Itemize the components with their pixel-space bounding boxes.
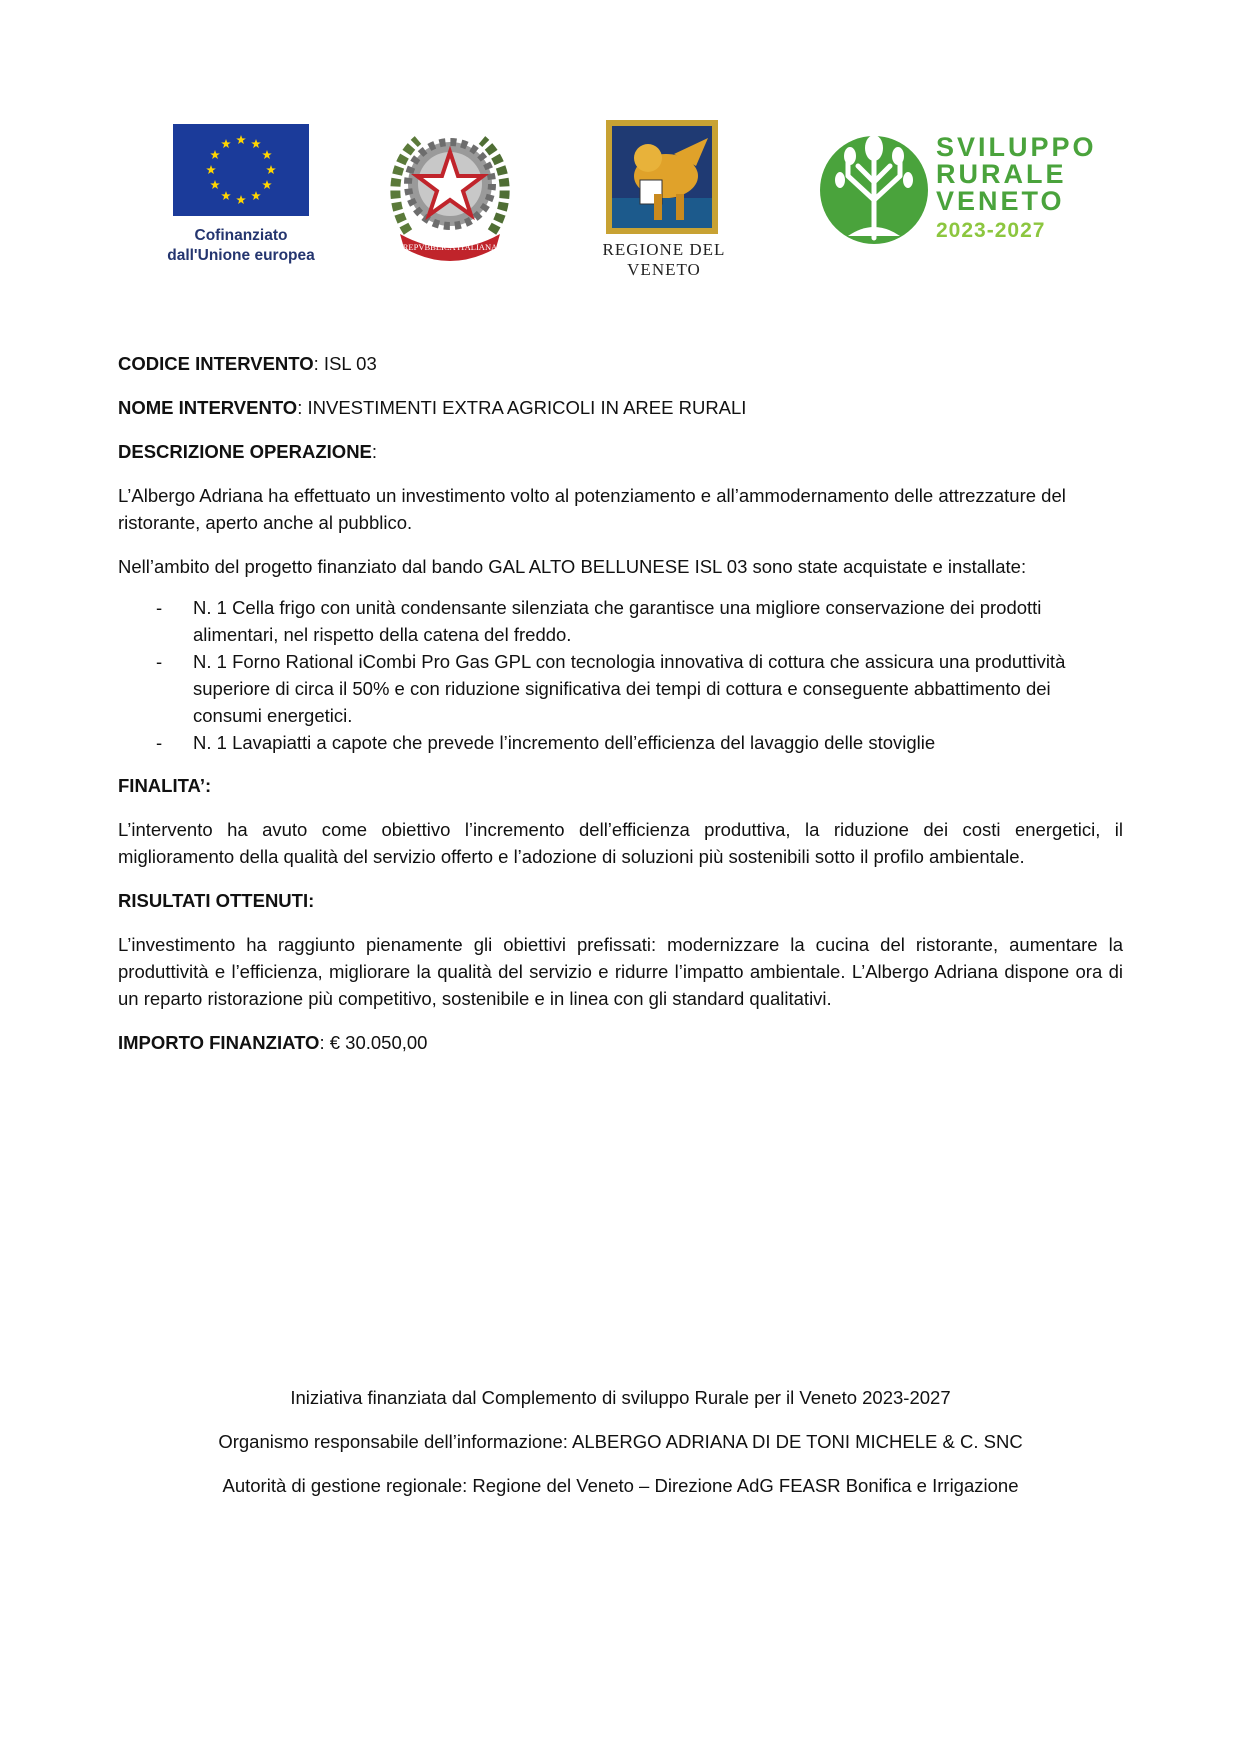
italian-emblem-icon bbox=[388, 122, 512, 262]
codice-label: CODICE INTERVENTO bbox=[118, 353, 314, 374]
italia-ribbon-text: REPVBBLICA ITALIANA bbox=[402, 242, 498, 252]
equipment-list bbox=[118, 594, 1123, 756]
descrizione-paragraph-2: Nell’ambito del progetto finanziato dal bando GAL ALTO BELLUNESE ISL 03 sono state acquistate e installate: bbox=[118, 556, 1027, 577]
veneto-caption: REGIONE DEL VENETO bbox=[602, 240, 726, 279]
footer-line-1: Iniziativa finanziata dal Complemento di sviluppo Rurale per il Veneto 2023-2027 bbox=[290, 1387, 951, 1408]
sviluppo-rurale-veneto-logo bbox=[818, 120, 1097, 260]
codice-intervento bbox=[118, 350, 1123, 377]
document-body bbox=[118, 350, 1123, 1073]
psr-wordmark bbox=[936, 134, 1097, 244]
importo-finanziato bbox=[118, 1029, 1123, 1056]
logo-header bbox=[0, 118, 1241, 278]
psr-line3: VENETO bbox=[936, 186, 1065, 216]
eu-caption-line2: dall'Unione europea bbox=[167, 247, 315, 264]
footer-line-2: Organismo responsabile dell’informazione: ALBERGO ADRIANA DI DE TONI MICHELE & C. SNC bbox=[218, 1431, 1023, 1452]
list-item: - N. 1 Forno Rational iCombi Pro Gas GPL con tecnologia innovativa di cottura che assicura una produttività superiore di circa il 50% e con riduzione significativa dei tempi di cottura e conseguente abbattimento dei consumi energetici. bbox=[118, 648, 1123, 729]
eu-logo bbox=[166, 124, 316, 266]
nome-label: NOME INTERVENTO bbox=[118, 397, 298, 418]
eu-caption-line1: Cofinanziato bbox=[194, 227, 288, 244]
finalita-heading bbox=[118, 772, 1123, 799]
footer-line-3: Autorità di gestione regionale: Regione del Veneto – Direzione AdG FEASR Bonifica e Irrigazione bbox=[222, 1475, 1019, 1496]
importo-label: IMPORTO FINANZIATO bbox=[118, 1032, 320, 1053]
psr-line1: SVILUPPO bbox=[936, 132, 1097, 162]
regione-veneto-logo bbox=[568, 118, 760, 280]
tree-icon bbox=[818, 120, 932, 260]
psr-years: 2023-2027 bbox=[936, 219, 1046, 242]
nome-intervento bbox=[118, 394, 1123, 421]
psr-line2: RURALE bbox=[936, 159, 1067, 189]
importo-value: : € 30.050,00 bbox=[319, 1032, 428, 1053]
italian-republic-emblem bbox=[388, 122, 512, 262]
codice-value: : ISL 03 bbox=[313, 353, 377, 374]
risultati-text: L’investimento ha raggiunto pienamente gli obiettivi prefissati: modernizzare la cucina del ristorante, aumentare la produttività e l’efficienza, migliorare la qualità del servizio e ridurre l’impatto ambientale. L’Albergo Adriana dispone ora di un reparto ristorazione più competitivo, sostenibile e in linea con gli standard qualitativi. bbox=[118, 934, 1123, 1009]
descrizione-colon: : bbox=[371, 441, 378, 462]
eu-caption bbox=[166, 226, 316, 266]
descrizione-heading bbox=[118, 438, 1123, 465]
list-item: - N. 1 Lavapiatti a capote che prevede l’incremento dell’efficienza del lavaggio delle stoviglie bbox=[118, 729, 1123, 756]
eu-flag-icon bbox=[173, 124, 309, 216]
descrizione-paragraph-1: L’Albergo Adriana ha effettuato un investimento volto al potenziamento e all’ammodernamento delle attrezzature del ristorante, aperto anche al pubblico. bbox=[118, 485, 1066, 533]
finalita-text: L’intervento ha avuto come obiettivo l’incremento dell’efficienza produttiva, la riduzione dei costi energetici, il miglioramento della qualità del servizio offerto e l’adozione di soluzioni più sostenibili sotto il profilo ambientale. bbox=[118, 819, 1123, 867]
descrizione-label: DESCRIZIONE OPERAZIONE bbox=[118, 441, 372, 462]
risultati-label: RISULTATI OTTENUTI: bbox=[118, 890, 315, 911]
risultati-heading bbox=[118, 887, 1123, 914]
footer bbox=[0, 1384, 1241, 1516]
finalita-label: FINALITA’: bbox=[118, 775, 212, 796]
nome-value: : INVESTIMENTI EXTRA AGRICOLI IN AREE RURALI bbox=[297, 397, 747, 418]
lion-of-saint-mark-icon bbox=[604, 118, 720, 236]
list-item: - N. 1 Cella frigo con unità condensante silenziata che garantisce una migliore conservazione dei prodotti alimentari, nel rispetto della catena del freddo. bbox=[118, 594, 1123, 648]
